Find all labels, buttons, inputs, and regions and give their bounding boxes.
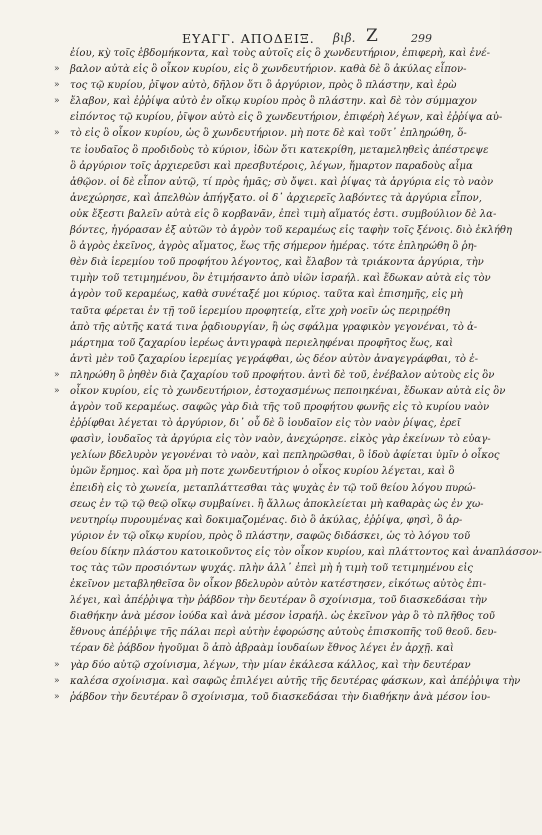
line-text: τε ἰουδαῖος ὃ προδιδοὺς τὸ κύριον, ἰδὼν ὅτι κατεκρίθη, μεταμεληθεὶς ἀπέστρεψε: [70, 144, 489, 156]
line-text: τος τὰς τῶν προσιόντων ψυχάς. πλὴν ἀλλ᾽ ἐπεὶ μὴ ἡ τιμὴ τοῦ τετιμημένου εἰς: [70, 563, 473, 574]
quotation-mark: »: [54, 96, 60, 107]
line-text: βαλον αὐτὰ εἰς ὃ οἶκον κυρίου, εἰς ὃ χωνδευτήριον. καθὰ δὲ ὃ ἀκύλας εἶπον-: [70, 64, 467, 76]
line-text: τος τῷ κυρίου, ῥῖψον αὐτὸ, δῆλον ὅτι ὃ ἀργύριον, πρὸς ὃ πλάστην, καὶ ἐρὼ: [70, 80, 457, 92]
text-line: [54, 658, 471, 674]
text-line: [70, 352, 479, 368]
line-text: τέραν δὲ ῥάβδον ἡγοῦμαι ὃ ἀπὸ ἀβραὰμ ἰουδαίων ἔθνος λέγει ἐν ἀρχῇ. καὶ: [70, 643, 454, 655]
text-line: [70, 416, 461, 432]
text-line: [70, 481, 476, 497]
line-text: οἶκον κυρίου, εἰς τὸ χωνδευτήριον, ἐστοχασμένως πεποιηκέναι, ἔδωκαν αὐτὰ εἰς ὃν: [70, 385, 506, 397]
text-line: [70, 641, 454, 657]
line-text: ἐπειδὴ εἰς τὸ χωνεία, μεταπλάττεσθαι τὰς ψυχὰς ἐν τῷ τοῦ θείου λόγου πυρώ-: [70, 482, 476, 494]
line-text: τιμὴν τοῦ τετιμημένου, ὃν ἐτιμήσαντο ἀπὸ υἱῶν ἰσραήλ. καὶ ἔδωκαν αὐτὰ εἰς τὸν: [70, 273, 491, 285]
text-line: [70, 400, 490, 416]
quotation-mark: »: [54, 691, 60, 702]
line-text: ῥάβδον τὴν δευτέραν ὃ σχοίνισμα, τοῦ διασκεδάσαι τὴν διαθήκην ἀνὰ μέσον ἰου-: [70, 691, 491, 703]
line-text: γὰρ δύο αὐτῷ σχοίνισμα, λέγων, τὴν μίαν ἐκάλεσα κάλλος, καὶ τὴν δευτέραν: [70, 659, 471, 671]
text-line: [70, 223, 513, 239]
quotation-mark: »: [54, 80, 60, 91]
running-title: ΕΥΑΓΓ. ΑΠΟΔΕΙΞ.: [182, 31, 315, 46]
line-text: ἔλαβον, καὶ ἐῤῥίψα αὐτὸ ἐν οἴκῳ κυρίου πρὸς ὃ πλάστην. καὶ δὲ τὸν σύμμαχον: [70, 96, 477, 108]
text-line: [70, 175, 494, 191]
text-line: [54, 690, 491, 706]
line-text: καλέσα σχοίνισμα. καὶ σαφῶς ἐπιλέγει αὐτῆς τῆς δευτέρας φάσκων, καὶ ἀπέῤῥιψα τὴν: [70, 675, 521, 687]
line-text: ὃ ἀγρὸς ἐκεῖνος, ἀγρὸς αἵματος, ἕως τῆς σήμερον ἡμέρας. τότε ἐπληρώθη ὃ ῥη-: [70, 241, 477, 253]
text-line: [70, 513, 463, 529]
text-line: [70, 464, 455, 480]
text-line: [70, 255, 484, 271]
text-line: [70, 159, 473, 175]
text-line: [54, 126, 467, 142]
line-text: ὑμῶν ἔρημος. καὶ ὅρα μὴ ποτε χωνδευτήριον ὁ οἶκος κυρίου λέγεται, καὶ ὃ: [70, 466, 455, 478]
quotation-mark: »: [54, 385, 60, 396]
text-line: [54, 368, 495, 384]
line-text: ἔθνους ἀπέῤῥιψε τῆς πάλαι περὶ αὐτὴν ἐφορώσης αὐτοὺς ἐπισκοπῆς τοῦ θεοῦ. δευ-: [70, 627, 497, 639]
text-line: [70, 625, 497, 641]
text-line: [70, 609, 495, 625]
line-text: γύριον ἐν τῷ οἴκῳ κυρίου, πρὸς ὃ πλάστην, σαφῶς διδάσκει, ὡς τὸ λόγου τοῦ: [70, 530, 471, 542]
line-text: ἀγρὸν τοῦ κεραμέως. σαφῶς γὰρ διὰ τῆς τοῦ προφήτου φωνῆς εἰς τὸ κυρίου ναὸν: [70, 402, 490, 414]
line-text: διαθήκην ἀνὰ μέσον ἰούδα καὶ ἀνὰ μέσον ἰσραήλ. ὡς ἐκεῖνον γὰρ ὃ τὸ πλῆθος τοῦ: [70, 611, 495, 623]
line-text: φασὶν, ἰουδαῖος τὰ ἀργύρια εἰς τὸν ναὸν, ἀνεχώρησε. εἰκὸς γὰρ ἐκείνων τὸ εὐαγ-: [70, 434, 491, 446]
line-text: ταῦτα φέρεται ἐν τῇ τοῦ ἱερεμίου προφητείᾳ, εἴτε χρὴ νοεῖν ὡς περιῃρέθη: [70, 305, 450, 317]
book-number: Ζ: [366, 26, 378, 46]
text-line: [70, 320, 478, 336]
line-text: μάρτημα τοῦ ζαχαρίου ἱερέως ἀντιγραφὰ περιεληφέναι προφῆτος ἕως, καὶ: [70, 337, 454, 349]
text-line: [70, 110, 503, 126]
line-text: τὸ εἰς ὃ οἶκον κυρίου, ὡς ὃ χωνδευτήριον. μὴ ποτε δὲ καὶ τοῦτ᾽ ἐπληρώθη, ὅ-: [70, 128, 467, 140]
text-line: [70, 207, 497, 223]
text-line: [70, 593, 488, 609]
text-line: [70, 287, 463, 303]
text-line: [70, 529, 471, 545]
text-line: [70, 143, 489, 159]
quotation-mark: »: [54, 128, 60, 139]
text-line: [70, 497, 484, 513]
text-line: [70, 239, 477, 255]
text-line: [70, 545, 542, 561]
text-line: [70, 304, 450, 320]
text-line: [54, 384, 506, 400]
text-line: [54, 94, 477, 110]
text-block: [54, 46, 542, 706]
text-line: [54, 62, 467, 78]
line-text: ἀντὶ μὲν τοῦ ζαχαρίου ἱερεμίας γεγράφθαι, ὡς δέον αὐτὸν ἀναγεγράφθαι, τὸ ἐ-: [70, 353, 479, 365]
line-text: θὲν διὰ ἱερεμίου τοῦ προφήτου λέγοντος, καὶ ἔλαβον τὰ τριάκοντα ἀργύρια, τὴν: [70, 257, 484, 269]
text-line: [70, 191, 482, 207]
line-text: σεως ἐν τῷ τῷ θεῷ οἴκῳ συμβαίνει. ἢ ἄλλως ἀποκλείεται μὴ καθαρὰς ὡς ἐν χω-: [70, 498, 484, 510]
text-line: [70, 336, 454, 352]
line-text: νευτηρίῳ πυρουμένας καὶ δοκιμαζομένας. διὸ ὃ ἀκύλας, ἐῤῥίψα, φησὶ, ὃ ἀρ-: [70, 514, 463, 526]
line-text: ἐῤῥίφθαι λέγεται τὸ ἀργύριον, δι᾽ οὗ δὲ ὃ ἰουδαῖον εἰς τὸν ναὸν ῥίψας, ἐρεῖ: [70, 418, 461, 430]
text-line: [54, 78, 457, 94]
quotation-mark: »: [54, 64, 60, 75]
quotation-mark: »: [54, 675, 60, 686]
line-text: ἀθῷον. οἱ δὲ εἶπον αὐτῷ, τί πρὸς ἡμᾶς; σὺ ὄψει. καὶ ῥίψας τὰ ἀργύρια εἰς τὸ ναὸν: [70, 176, 494, 188]
text-line: [70, 561, 473, 577]
line-text: γελίων βδελυρὸν γεγονέναι τὸ ναὸν, καὶ πεπληρῶσθαι, ὃ ἰδοὺ ἀφίεται ὑμῖν ὁ οἶκος: [70, 450, 500, 462]
quotation-mark: »: [54, 369, 60, 380]
text-line: [54, 674, 521, 690]
line-text: πληρώθη ὃ ῥηθὲν διὰ ζαχαρίου τοῦ προφήτου. ἀντὶ δὲ τοῦ, ἐνέβαλον αὐτοὺς εἰς ὃν: [70, 369, 495, 381]
line-text: θείου δίκην πλάστου κατοικοῦντος εἰς τὸν οἶκον κυρίου, καὶ πλάττοντος καὶ ἀναπλάσσον-: [70, 546, 542, 558]
text-line: [70, 271, 491, 287]
line-text: ἀγρὸν τοῦ κεραμέως, καθὰ συνέταξέ μοι κύριος. ταῦτα καὶ ἐπισημῆς, εἰς μὴ: [70, 289, 463, 301]
line-text: ἐκεῖνον μεταβληθεῖσα ὃν οἶκον βδελυρὸν αὐτὸν κατέστησεν, εἰκότως αὐτὸς ἐπι-: [70, 579, 487, 591]
quotation-mark: »: [54, 659, 60, 670]
line-text: εἰπόντος τῷ κυρίου, ῥῖψον αὐτὸ εἰς ὃ χωνδευτήριον, ἐπιφέρὴ λέγων, καὶ ἐῤῥίψα αὐ-: [70, 112, 503, 124]
line-text: βόντες, ἠγόρασαν ἐξ αὐτῶν τὸ ἀγρὸν τοῦ κεραμέως εἰς ταφὴν τοῖς ξένοις. διὸ ἐκλήθη: [70, 225, 513, 237]
line-text: λέγει, καὶ ἀπέῤῥιψα τὴν ῥάβδον τὴν δευτέραν ὃ σχοίνισμα, τοῦ διασκεδάσαι τὴν: [70, 595, 488, 607]
line-text: ἐίου, κỳ τοῖς ἑβδομήκοντα, καὶ τοὺς αὐτοῖς εἰς ὃ χωνδευτήριον, ἐπιφερὴ, καὶ ἐνέ-: [70, 48, 491, 59]
text-line: [70, 577, 487, 593]
line-text: ἀπὸ τῆς αὐτῆς κατά τινα ῥᾳδιουργίαν, ἢ ὡς σφάλμα γραφικὸν γεγονέναι, τὸ ἀ-: [70, 321, 478, 333]
line-text: ἀνεχώρησε, καὶ ἀπελθὼν ἀπήγξατο. οἱ δ᾽ ἀρχιερεῖς λαβόντες τὰ ἀργύρια εἶπον,: [70, 192, 482, 204]
folio-number: 299: [411, 32, 432, 45]
line-text: ὃ ἀργύριον τοῖς ἀρχιερεῦσι καὶ πρεσβυτέροις, λέγων, ἥμαρτον παραδοὺς αἷμα: [70, 160, 473, 172]
text-line: [70, 46, 491, 62]
line-text: οὐκ ἔξεστι βαλεῖν αὐτὰ εἰς ὃ κορβανᾶν, ἐπεὶ τιμὴ αἵματός ἐστι. συμβούλιον δὲ λα-: [70, 208, 497, 220]
book-label: βιβ.: [333, 31, 356, 45]
text-line: [70, 432, 491, 448]
text-line: [70, 448, 500, 464]
